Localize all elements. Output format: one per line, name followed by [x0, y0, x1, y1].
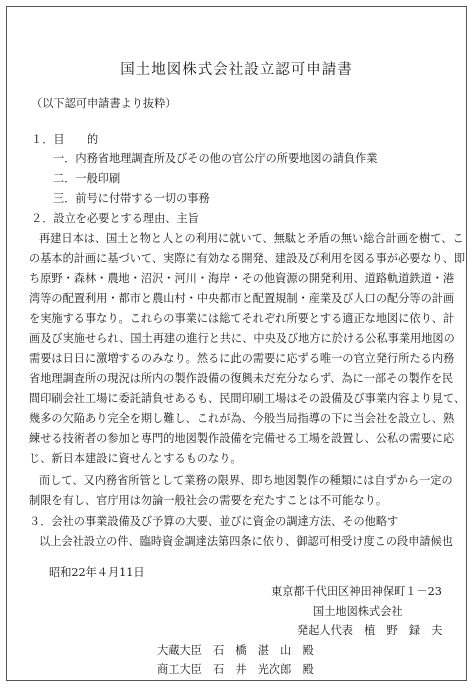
excerpt-note: （以下認可申請書より抜粋） [31, 97, 177, 110]
section-2-paragraph-line: ち原野・森林・農地・沼沢・河川・海岸・その他資源の開発利用、道路軌道鉄道・港 [29, 272, 455, 285]
section-1-item: 一．内務省地理調査所及びその他の官公庁の所要地図の請負作業 [53, 152, 378, 165]
section-2-paragraph-line: 幾多の欠陥あり完全を期し難し、これが為、今般当局指導の下に当会社を設立し、熟 [29, 412, 455, 425]
document-date: 昭和22年４月11日 [49, 566, 145, 579]
section-2-paragraph-line: 画及び実施せられ、国土再建の進行と共に、中央及び地方に於ける公私事業用地図の [29, 332, 455, 345]
section-1-item: 二．一般印刷 [53, 172, 121, 185]
section-2-paragraph-line: の基本的計画に基づいて、実際に有効なる開発、建設及び利用を図る事が必要なり、即 [29, 252, 466, 265]
closing-statement: 以上会社設立の件、臨時資金調達法第四条に依り、御認可相受け度この段申請候也 [39, 535, 453, 548]
section-1-item: 三．前号に付帯する一切の事務 [53, 192, 210, 205]
section-1-heading: １．目 的 [31, 133, 99, 146]
addressee: 大蔵大臣 石 橋 湛 山 殿 [157, 644, 314, 657]
section-2-paragraph-line: 而して、又内務省所管として業務の限界、即ち地図製作の種類には自ずから一定の [39, 474, 453, 487]
section-2-paragraph-line: じ、新日本建設に資せんとするものなり。 [29, 452, 242, 465]
applicant-address: 東京都千代田区神田神保町１－23 [271, 585, 442, 598]
section-2-paragraph-line: 需要は日日に激増するのみなり。然るに此の需要に応ずる唯一の官立発行所たる内務 [29, 352, 455, 365]
applicant-representative: 発起人代表 植 野 録 夫 [297, 624, 443, 637]
section-2-paragraph-line: 制限を有し、官庁用は勿論一般社会の需要を充たすことは不可能なり。 [29, 494, 388, 507]
document-page [6, 6, 467, 681]
section-3-heading: ３．会社の事業設備及び予算の大要、並びに資金の調達方法、その他略す [29, 515, 399, 528]
document-title: 国土地図株式会社設立認可申請書 [120, 62, 353, 78]
section-2-paragraph-line: 再建日本は、国土と物と人との利用に就いて、無駄と矛盾の無い総合計画を樹て、こ [39, 232, 464, 245]
applicant-company: 国土地図株式会社 [313, 605, 403, 618]
section-2-paragraph-line: 練せる技術者の参加と専門的地図製作設備を完備せる工場を設置し、公私の需要に応 [29, 432, 455, 445]
section-2-paragraph-line: を実施する事なり。これらの事業には総てそれぞれ所要とする適正な地図に依り、計 [29, 312, 455, 325]
addressee: 商工大臣 石 井 光次郎 殿 [157, 663, 314, 676]
section-2-paragraph-line: 省地理調査所の現況は所内の製作設備の復興未だ充分ならず、為に一部その製作を民 [29, 372, 454, 385]
section-2-paragraph-line: 湾等の配置利用・都市と農山村・中央都市と配置規制・産業及び人口の配分等の計画 [29, 292, 455, 305]
section-2-paragraph-line: 間印刷会社工場に委託請負せあるも、民間印刷工場はその設備及び事業内容より見て、 [29, 392, 466, 405]
section-2-heading: ２．設立を必要とする理由、主旨 [31, 212, 199, 225]
